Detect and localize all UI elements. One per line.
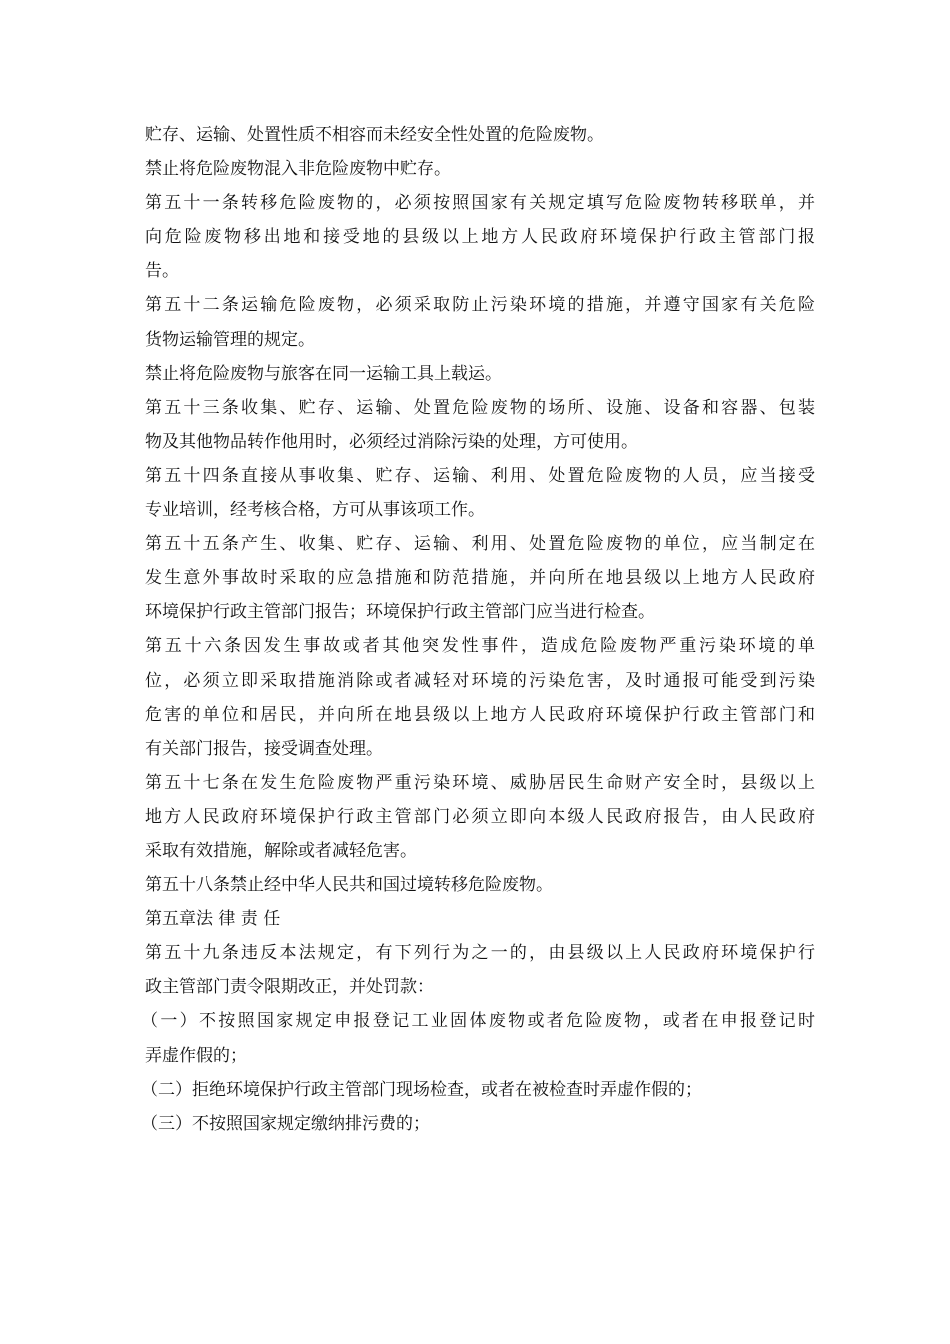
text-line: 第五十三条收集、贮存、运输、处置危险废物的场所、设施、设备和容器、包装 (145, 397, 815, 418)
text-line: 危害的单位和居民，并向所在地县级以上地方人民政府环境保护行政主管部门和 (145, 704, 815, 725)
text-line: 有关部门报告，接受调查处理。 (145, 738, 383, 759)
text-line: 第五十七条在发生危险废物严重污染环境、威胁居民生命财产安全时，县级以上 (145, 772, 815, 793)
text-line: 位，必须立即采取措施消除或者减轻对环境的污染危害，及时通报可能受到污染 (145, 670, 815, 691)
text-line: 第五十八条禁止经中华人民共和国过境转移危险废物。 (145, 875, 553, 896)
text-line: 第五十九条违反本法规定，有下列行为之一的，由县级以上人民政府环境保护行 (145, 943, 815, 964)
text-line: 环境保护行政主管部门报告；环境保护行政主管部门应当进行检查。 (145, 602, 655, 623)
text-line: 物及其他物品转作他用时，必须经过消除污染的处理，方可使用。 (145, 431, 638, 452)
text-line: 专业培训，经考核合格，方可从事该项工作。 (145, 500, 485, 521)
text-line: 第五十四条直接从事收集、贮存、运输、利用、处置危险废物的人员，应当接受 (145, 465, 815, 486)
text-line: 禁止将危险废物混入非危险废物中贮存。 (145, 159, 451, 180)
text-line: 禁止将危险废物与旅客在同一运输工具上载运。 (145, 363, 502, 384)
text-line: 第五章法 律 责 任 (145, 909, 281, 930)
text-line: （一）不按照国家规定申报登记工业固体废物或者危险废物，或者在申报登记时 (141, 1011, 815, 1032)
text-line: 告。 (145, 261, 179, 282)
text-line: 第五十一条转移危险废物的，必须按照国家有关规定填写危险废物转移联单，并 (145, 193, 815, 214)
text-line: 第五十五条产生、收集、贮存、运输、利用、处置危险废物的单位，应当制定在 (145, 534, 815, 555)
text-line: 发生意外事故时采取的应急措施和防范措施，并向所在地县级以上地方人民政府 (145, 568, 815, 589)
text-line: 贮存、运输、处置性质不相容而未经安全性处置的危险废物。 (145, 125, 604, 145)
text-line: 地方人民政府环境保护行政主管部门必须立即向本级人民政府报告，由人民政府 (145, 806, 815, 827)
document-body (141, 118, 815, 1141)
text-line: 第五十二条运输危险废物，必须采取防止污染环境的措施，并遵守国家有关危险 (145, 295, 815, 316)
text-line: （二）拒绝环境保护行政主管部门现场检查，或者在被检查时弄虚作假的； (141, 1079, 702, 1100)
text-line: 采取有效措施，解除或者减轻危害。 (145, 840, 417, 861)
text-line: 政主管部门责令限期改正，并处罚款： (145, 977, 434, 998)
text-line: 向危险废物移出地和接受地的县级以上地方人民政府环境保护行政主管部门报 (145, 227, 815, 248)
text-line: 货物运输管理的规定。 (145, 329, 315, 350)
text-line: 弄虚作假的； (145, 1045, 247, 1066)
text-line: 第五十六条因发生事故或者其他突发性事件，造成危险废物严重污染环境的单 (145, 636, 815, 657)
text-line: （三）不按照国家规定缴纳排污费的； (141, 1113, 430, 1134)
